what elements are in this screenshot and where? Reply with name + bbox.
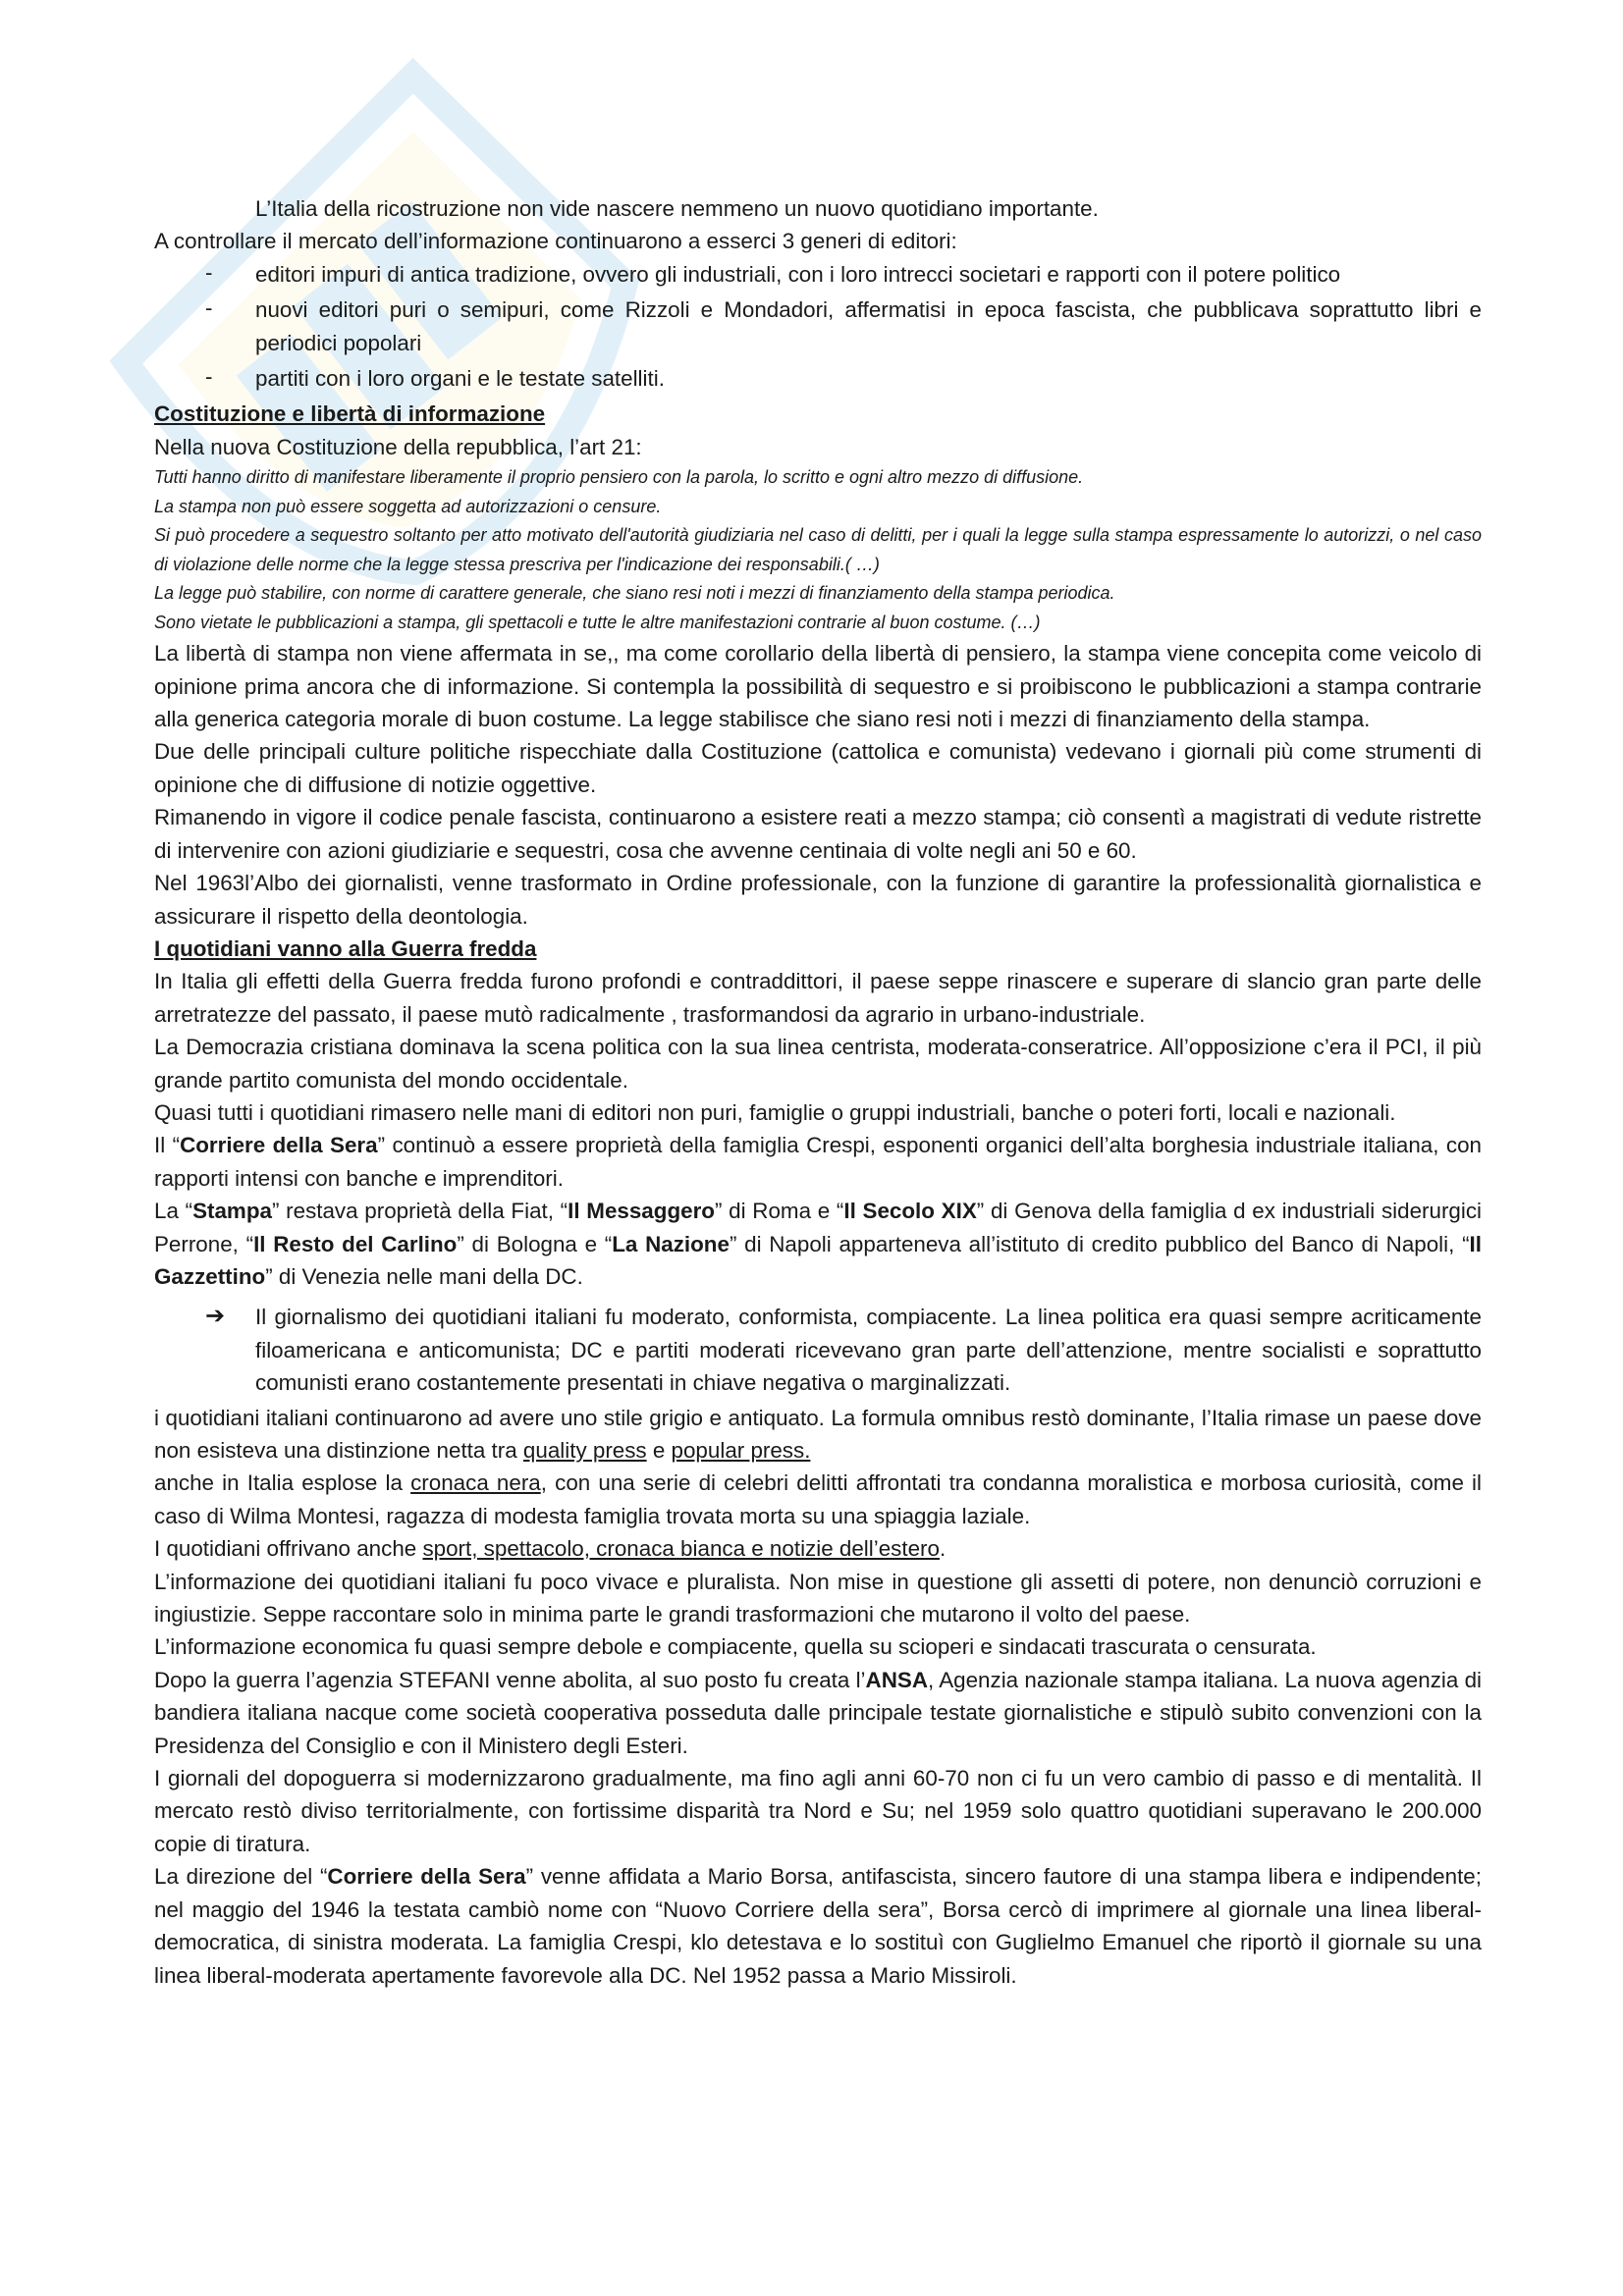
underlined-term: quality press <box>522 1438 647 1463</box>
newspaper-name: Corriere della Sera <box>327 1864 526 1890</box>
section-heading-guerra-fredda: I quotidiani vanno alla Guerra fredda <box>154 935 537 961</box>
paragraph-omnibus: i quotidiani italiani continuarono ad avere uno stile grigio e antiquato. La formula omnibus restò dominante, l’Italia rimase un paese dove non esisteva una distinzione netta tra quality press e popular press. <box>154 1405 1482 1463</box>
underlined-term: popular press. <box>671 1438 811 1463</box>
paragraph: La libertà di stampa non viene affermata in se,, ma come corollario della libertà di pensiero, la stampa viene concepita come veicolo di opinione prima ancora che di informazione. Si contempla la possibilità di sequestro e si proibiscono le pubblicazioni a stampa contrarie alla generica categoria morale di buon costume. La legge stabilisce che siano resi noti i mezzi di finanziamento della stampa. <box>154 641 1482 732</box>
paragraph-cronaca-nera: anche in Italia esplose la cronaca nera, con una serie di celebri delitti affrontati tra condanna moralistica e morbosa curiosità, come il caso di Wilma Montesi, ragazza di modesta famiglia trovata morta su una spiaggia laziale. <box>154 1470 1483 1528</box>
underlined-term: sport, spettacolo, cronaca bianca e notizie dell’estero <box>422 1536 940 1562</box>
paragraph: In Italia gli effetti della Guerra fredda furono profondi e contraddittori, il paese seppe rinascere e superare di slancio gran parte delle arretratezze del passato, il paese mutò radicalmente , trasformandosi da agrario in urbano-industriale. <box>154 969 1482 1027</box>
paragraph: Rimanendo in vigore il codice penale fascista, continuarono a esistere reati a mezzo stampa; ciò consentì a magistrati di vedute ristrette di intervenire con azioni giudiziarie e sequestri, cosa che avvenne centinaia di volte negli ani 50 e 60. <box>154 805 1482 863</box>
list-item-text: partiti con i loro organi e le testate satelliti. <box>255 366 665 392</box>
article-21-quote <box>154 463 1482 637</box>
arrow-right-icon: ➔ <box>205 1303 226 1330</box>
list-item <box>154 294 1482 359</box>
agency-name: ANSA <box>865 1667 928 1692</box>
intro-line-2: A controllare il mercato dell’informazione continuarono a esserci 3 generi di editori: <box>154 229 957 254</box>
document-page <box>154 192 1482 1992</box>
editor-types-list <box>154 258 1482 396</box>
intro-line-1: L’Italia della ricostruzione non vide nascere nemmeno un nuovo quotidiano importante. <box>255 196 1099 221</box>
paragraph: L’informazione economica fu quasi sempre debole e compiacente, quella su scioperi e sindacati trascurata o censurata. <box>154 1634 1317 1660</box>
list-item <box>154 258 1482 291</box>
arrow-note-text: Il giornalismo dei quotidiani italiani fu moderato, conformista, compiacente. La linea politica era quasi sempre acriticamente filoamericana e anticomunista; DC e partiti moderati ricevevano gran parte dell’attenzione, mentre socialisti e soprattutto comunisti erano costantemente presentati in chiave negativa o marginalizzati. <box>255 1305 1482 1396</box>
paragraph-sport: I quotidiani offrivano anche sport, spettacolo, cronaca bianca e notizie dell’estero. <box>154 1536 947 1562</box>
paragraph: Quasi tutti i quotidiani rimasero nelle mani di editori non puri, famiglie o gruppi industriali, banche o poteri forti, locali e nazionali. <box>154 1099 1396 1125</box>
paragraph: La Democrazia cristiana dominava la scena politica con la sua linea centrista, moderata-conseratrice. All’opposizione c’era il PCI, il più grande partito comunista del mondo occidentale. <box>154 1035 1482 1093</box>
arrow-note <box>154 1301 1482 1399</box>
newspaper-name: Il Messaggero <box>568 1199 715 1224</box>
paragraph-corriere: Il “Corriere della Sera” continuò a essere proprietà della famiglia Crespi, esponenti organici dell’alta borghesia industriale italiana, con rapporti intensi con banche e imprenditori. <box>154 1133 1482 1191</box>
newspaper-name: Il Secolo XIX <box>843 1199 977 1224</box>
quote-line: Sono vietate le pubblicazioni a stampa, gli spettacoli e tutte le altre manifestazioni contrarie al buon costume. (…) <box>154 612 1041 632</box>
paragraph: Nel 1963l’Albo dei giornalisti, venne trasformato in Ordine professionale, con la funzione di garantire la professionalità giornalistica e assicurare il rispetto della deontologia. <box>154 871 1482 929</box>
bullet-dash: - <box>205 295 213 321</box>
paragraph: L’informazione dei quotidiani italiani fu poco vivace e pluralista. Non mise in questione gli assetti di potere, non denunciò corruzioni e ingiustizie. Seppe raccontare solo in minima parte le grandi trasformazioni che mutarono il volto del paese. <box>154 1569 1482 1628</box>
underlined-term: cronaca nera <box>410 1470 541 1496</box>
paragraph-direzione: La direzione del “Corriere della Sera” venne affidata a Mario Borsa, antifascista, sincero fautore di una stampa libera e indipendente; nel maggio del 1946 la testata cambiò nome con “Nuovo Corriere della sera”, Borsa cercò di imprimere al giornale una linea liberal-democratica, di sinistra moderata. La famiglia Crespi, klo detestava e lo sostituì con Guglielmo Emanuel che riportò il giornale su una linea liberal-moderata apertamente favorevole alla DC. Nel 1952 passa a Mario Missiroli. <box>154 1864 1482 1988</box>
paragraph: I giornali del dopoguerra si modernizzarono gradualmente, ma fino agli anni 60-70 non ci fu un vero cambio di passo e di mentalità. Il mercato restò diviso territorialmente, con fortissime disparità tra Nord e Su; nel 1959 solo quattro quotidiani superavano le 200.000 copie di tiratura. <box>154 1766 1482 1856</box>
newspaper-name: Il Resto del Carlino <box>253 1231 458 1256</box>
newspaper-name: Corriere della Sera <box>180 1133 378 1158</box>
article-21-intro: Nella nuova Costituzione della repubblica, l’art 21: <box>154 434 642 459</box>
bullet-dash: - <box>205 364 213 390</box>
newspaper-name: Il Gazzettino <box>154 1231 1482 1289</box>
quote-line: Si può procedere a sequestro soltanto per atto motivato dell'autorità giudiziaria nel caso di delitti, per i quali la legge sulla stampa espressamente lo autorizzi, o nel caso di violazione delle norme che la legge stessa prescriva per l'indicazione dei responsabili.( …) <box>154 525 1482 574</box>
newspaper-name: La Nazione <box>612 1231 730 1256</box>
list-item <box>154 362 1482 395</box>
list-item-text: editori impuri di antica tradizione, ovvero gli industriali, con i loro intrecci societari e rapporti con il potere politico <box>255 261 1341 287</box>
list-item-text: nuovi editori puri o semipuri, come Rizzoli e Mondadori, affermatisi in epoca fascista, che pubblicava soprattutto libri e periodici popolari <box>255 297 1482 355</box>
quote-line: Tutti hanno diritto di manifestare liberamente il proprio pensiero con la parola, lo scritto e ogni altro mezzo di diffusione. <box>154 467 1084 488</box>
paragraph-newspapers-owners: La “Stampa” restava proprietà della Fiat, “Il Messaggero” di Roma e “Il Secolo XIX” di Genova della famiglia d ex industriali siderurgici Perrone, “Il Resto del Carlino” di Bologna e “La Nazione” di Napoli apparteneva all’istituto di credito pubblico del Banco di Napoli, “Il Gazzettino” di Venezia nelle mani della DC. <box>154 1199 1482 1289</box>
paragraph: Due delle principali culture politiche rispecchiate dalla Costituzione (cattolica e comunista) vedevano i giornali più come strumenti di opinione che di diffusione di notizie oggettive. <box>154 739 1482 797</box>
quote-line: La stampa non può essere soggetta ad autorizzazioni o censure. <box>154 496 662 516</box>
quote-line: La legge può stabilire, con norme di carattere generale, che siano resi noti i mezzi di finanziamento della stampa periodica. <box>154 583 1115 604</box>
section-heading-costituzione: Costituzione e libertà di informazione <box>154 401 546 427</box>
paragraph-ansa: Dopo la guerra l’agenzia STEFANI venne abolita, al suo posto fu creata l’ANSA, Agenzia nazionale stampa italiana. La nuova agenzia di bandiera italiana nacque come società cooperativa posseduta dalle principale testate giornalistiche e stipulò subito convenzioni con la Presidenza del Consiglio e con il Ministero degli Esteri. <box>154 1667 1482 1758</box>
bullet-dash: - <box>205 259 213 285</box>
newspaper-name: Stampa <box>192 1199 272 1224</box>
